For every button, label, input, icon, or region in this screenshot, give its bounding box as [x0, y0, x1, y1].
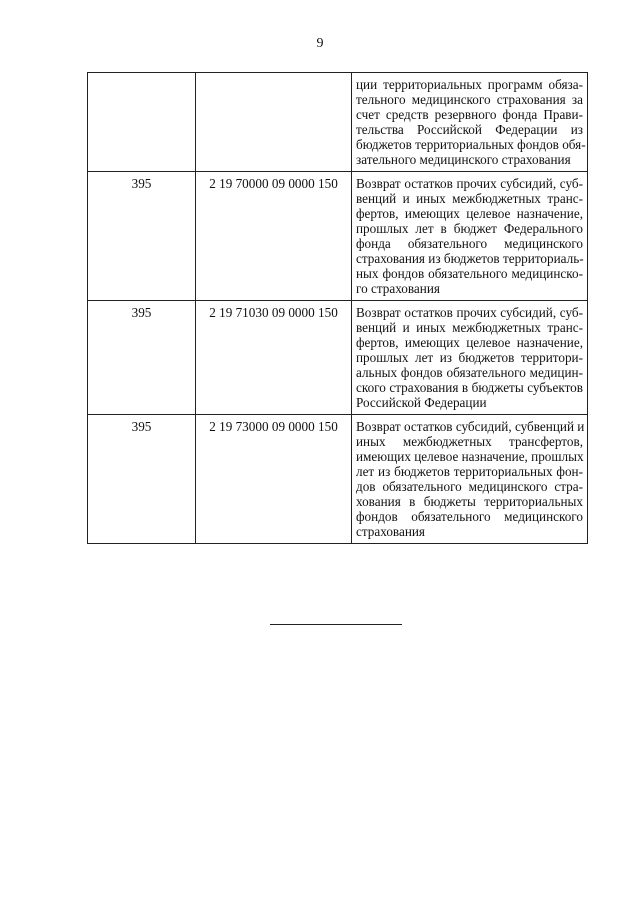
- description-cell: [352, 73, 588, 172]
- description-line: Возврат остатков прочих субсидий, суб-: [356, 176, 583, 191]
- description-line: хования в бюджеты территориальных: [356, 494, 583, 509]
- description-line: тельства Российской Федерации из: [356, 122, 583, 137]
- budget-code-cell: 2 19 73000 09 0000 150: [196, 415, 352, 544]
- description-line: дов обязательного медицинского стра-: [356, 479, 583, 494]
- admin-code-cell: 395: [88, 301, 196, 415]
- end-of-document-rule: [270, 624, 402, 625]
- description-line: фонда обязательного медицинского: [356, 236, 583, 251]
- table-row: [88, 172, 588, 301]
- description-line: фертов, имеющих целевое назначение,: [356, 206, 583, 221]
- page-number: 9: [316, 36, 324, 51]
- description-cell: [352, 172, 588, 301]
- description-line: счет средств резервного фонда Прави-: [356, 107, 583, 122]
- description-line: имеющих целевое назначение, прошлых: [356, 449, 584, 464]
- description-line: ных фондов обязательного медицинско-: [356, 266, 583, 281]
- description-line: Возврат остатков прочих субсидий, суб-: [356, 305, 583, 320]
- description-line: страхования: [356, 524, 425, 539]
- budget-code-cell: [196, 73, 352, 172]
- description-line: тельного медицинского страхования за: [356, 92, 583, 107]
- description-line: бюджетов территориальных фондов обя-: [356, 137, 586, 152]
- description-line: ции территориальных программ обяза-: [356, 77, 583, 92]
- table-row: [88, 301, 588, 415]
- description-line: венций и иных межбюджетных транс-: [356, 320, 583, 335]
- budget-code-cell: 2 19 70000 09 0000 150: [196, 172, 352, 301]
- description-line: зательного медицинского страхования: [356, 152, 571, 167]
- description-line: венций и иных межбюджетных транс-: [356, 191, 583, 206]
- table-row: [88, 415, 588, 544]
- description-line: ского страхования в бюджеты субъектов: [356, 380, 583, 395]
- description-cell: [352, 415, 588, 544]
- description-line: иных межбюджетных трансфертов,: [356, 434, 583, 449]
- description-line: прошлых лет из бюджетов территори-: [356, 350, 583, 365]
- description-cell: [352, 301, 588, 415]
- description-line: Возврат остатков субсидий, субвенций и: [356, 419, 585, 434]
- admin-code-cell: 395: [88, 172, 196, 301]
- admin-code-cell: [88, 73, 196, 172]
- description-line: го страхования: [356, 281, 440, 296]
- admin-code-cell: 395: [88, 415, 196, 544]
- description-line: Российской Федерации: [356, 395, 487, 410]
- description-line: страхования из бюджетов территориаль-: [356, 251, 584, 266]
- description-line: прошлых лет в бюджет Федерального: [356, 221, 583, 236]
- description-line: альных фондов обязательного медицин-: [356, 365, 583, 380]
- description-line: фондов обязательного медицинского: [356, 509, 583, 524]
- description-line: лет из бюджетов территориальных фон-: [356, 464, 583, 479]
- budget-codes-table: [87, 72, 588, 544]
- budget-code-cell: 2 19 71030 09 0000 150: [196, 301, 352, 415]
- description-line: фертов, имеющих целевое назначение,: [356, 335, 583, 350]
- table-row: [88, 73, 588, 172]
